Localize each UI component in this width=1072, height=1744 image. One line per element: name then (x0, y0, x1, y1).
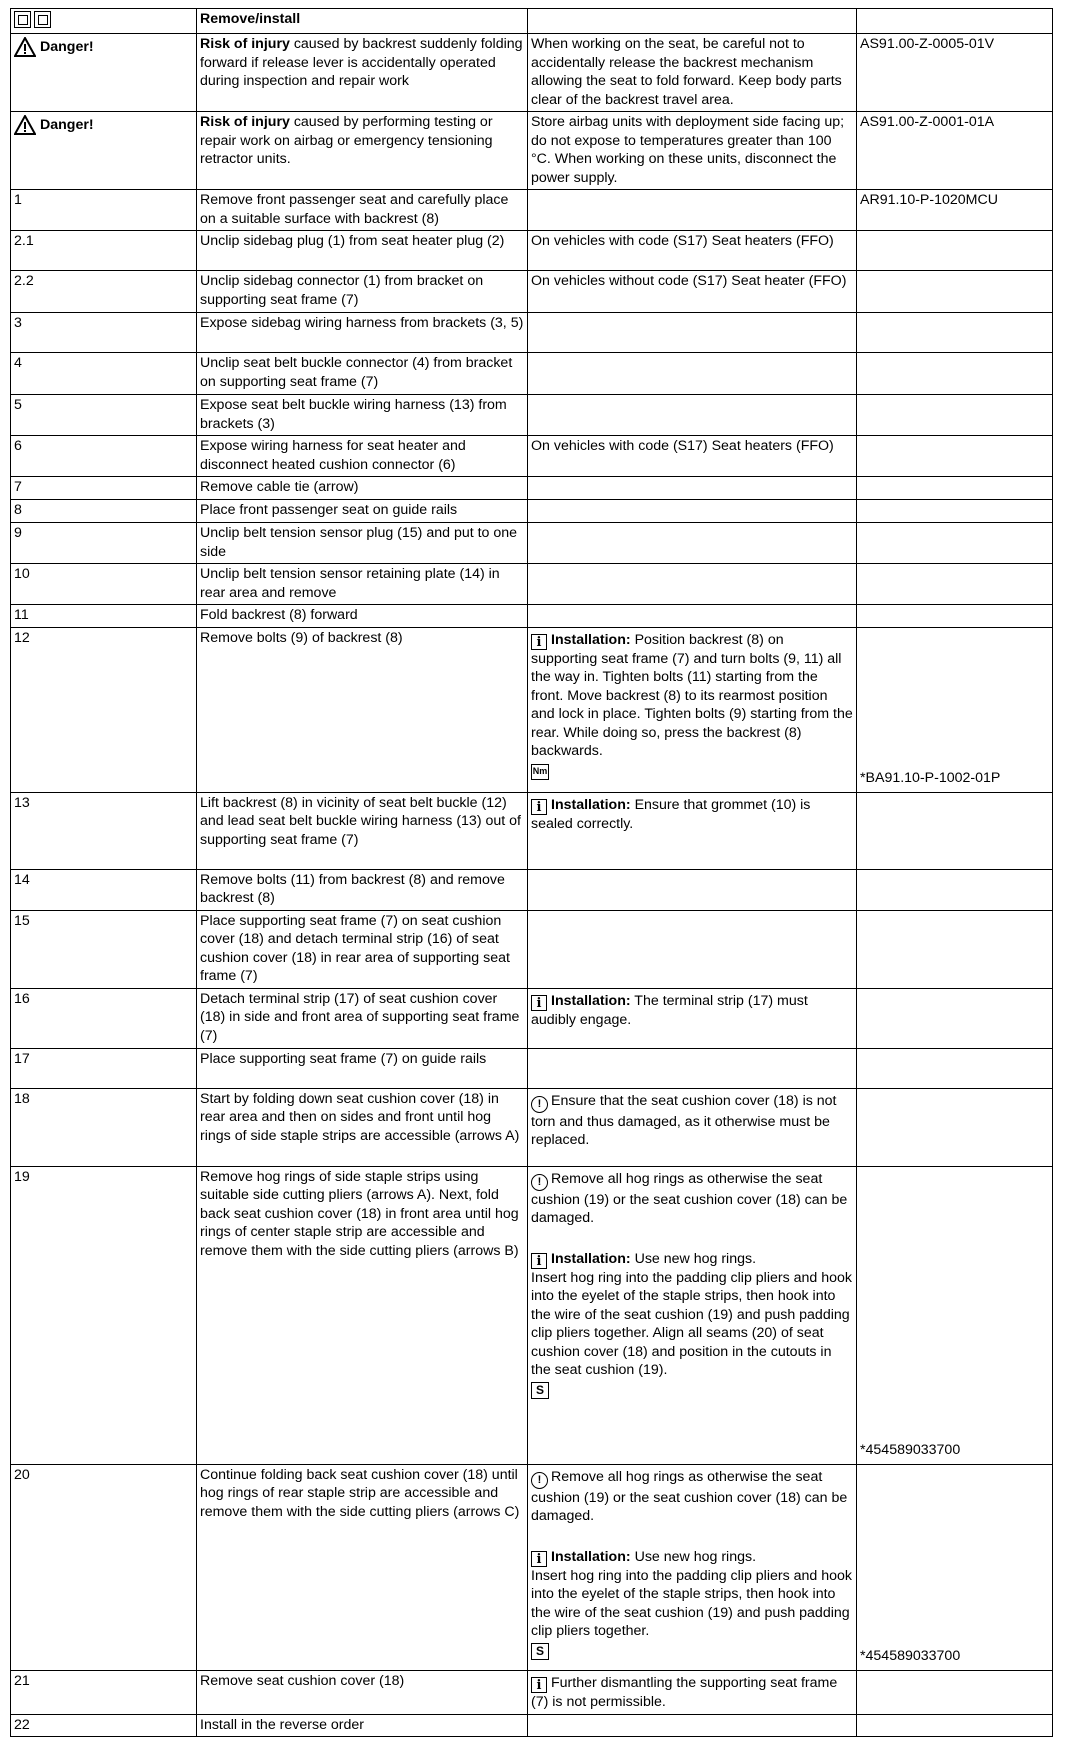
step-row (11, 564, 1053, 605)
step-row (11, 190, 1053, 231)
step-reference (857, 477, 1053, 500)
header-row (11, 9, 1053, 34)
step-text: Lift backrest (8) in vicinity of seat belt buckle (12) and lead seat belt buckle wiring harness (13) out of supporting seat frame (7) (197, 792, 528, 869)
step-note: i Installation: Position backrest (8) on supporting seat frame (7) and turn bolts (9, 11) all the way in. Tighten bolts (11) starting from the front. Move backrest (8) to its rearmost position and lock in place. Tighten bolts (9) starting from the rear. While doing so, press the backrest (8) backwards. Nm (528, 627, 857, 792)
info-icon: i (531, 1677, 547, 1693)
step-reference (857, 231, 1053, 271)
step-row (11, 395, 1053, 436)
step-note (528, 605, 857, 628)
step-text: Fold backrest (8) forward (197, 605, 528, 628)
step-text: Unclip belt tension sensor plug (15) and put to one side (197, 523, 528, 564)
step-row (11, 869, 1053, 910)
step-reference (857, 436, 1053, 477)
step-number: 3 (11, 313, 197, 353)
step-note (528, 564, 857, 605)
danger-label: Danger! (40, 38, 94, 55)
step-note (528, 395, 857, 436)
step-reference (857, 500, 1053, 523)
caution-icon: ! (531, 1174, 548, 1191)
step-text: Remove bolts (11) from backrest (8) and remove backrest (8) (197, 869, 528, 910)
step-number: 21 (11, 1670, 197, 1714)
step-reference (857, 271, 1053, 313)
step-note: ! Remove all hog rings as otherwise the seat cushion (19) or the seat cushion cover (18) can be damaged. i Installation: Use new hog rings. Insert hog ring into the padding clip pliers and hook into the eyelet of the staple strips, then hook into the wire of the seat cushion (19) and push padding clip pliers together. S (528, 1464, 857, 1670)
step-note: i Installation: The terminal strip (17) must audibly engage. (528, 988, 857, 1048)
step-note (528, 500, 857, 523)
step-text: Detach terminal strip (17) of seat cushion cover (18) in side and front area of supporting seat frame (7) (197, 988, 528, 1048)
danger-reference: AS91.00-Z-0001-01A (857, 112, 1053, 190)
step-row (11, 1464, 1053, 1670)
header-title: Remove/install (197, 9, 528, 34)
info-icon: i (531, 799, 547, 815)
step-reference (857, 353, 1053, 395)
step-number: 5 (11, 395, 197, 436)
procedure-document (10, 8, 1052, 1737)
step-row (11, 910, 1053, 988)
danger-row (11, 34, 1053, 112)
step-row (11, 313, 1053, 353)
step-row (11, 500, 1053, 523)
step-text: Place supporting seat frame (7) on guide rails (197, 1048, 528, 1088)
step-text: Remove cable tie (arrow) (197, 477, 528, 500)
step-reference: *BA91.10-P-1002-01P (857, 627, 1053, 792)
step-row (11, 231, 1053, 271)
step-text: Remove hog rings of side staple strips using suitable side cutting pliers (arrows A). Next, fold back seat cushion cover (18) in front area until hog rings of center staple strip are accessible and remove them with the side cutting pliers (arrows B) (197, 1166, 528, 1464)
step-row (11, 1714, 1053, 1737)
step-text: Unclip seat belt buckle connector (4) from bracket on supporting seat frame (7) (197, 353, 528, 395)
caution-icon: ! (531, 1472, 548, 1489)
step-text: Unclip belt tension sensor retaining plate (14) in rear area and remove (197, 564, 528, 605)
step-note: i Further dismantling the supporting seat frame (7) is not permissible. (528, 1670, 857, 1714)
step-note (528, 313, 857, 353)
info-icon: i (531, 634, 547, 650)
step-number: 11 (11, 605, 197, 628)
step-number: 16 (11, 988, 197, 1048)
step-row (11, 353, 1053, 395)
step-row (11, 1166, 1053, 1464)
step-note (528, 523, 857, 564)
step-text: Start by folding down seat cushion cover (18) in rear area and then on sides and front until hog rings of side staple strips are accessible (arrows A) (197, 1088, 528, 1166)
step-row (11, 605, 1053, 628)
caution-icon: ! (531, 1096, 548, 1113)
danger-risk: Risk of injury caused by backrest suddenly folding forward if release lever is accidentally operated during inspection and repair work (197, 34, 528, 112)
step-note: On vehicles with code (S17) Seat heaters (FFO) (528, 436, 857, 477)
step-note: ! Ensure that the seat cushion cover (18) is not torn and thus damaged, as it otherwise must be replaced. (528, 1088, 857, 1166)
step-row (11, 1670, 1053, 1714)
procedure-table (10, 8, 1053, 1737)
step-reference (857, 564, 1053, 605)
info-icon: i (531, 995, 547, 1011)
step-text: Expose wiring harness for seat heater and disconnect heated cushion connector (6) (197, 436, 528, 477)
step-row (11, 271, 1053, 313)
step-row (11, 1088, 1053, 1166)
danger-measure: When working on the seat, be careful not to accidentally release the backrest mechanism allowing the seat to fold forward. Keep body parts clear of the backrest travel area. (528, 34, 857, 112)
danger-row (11, 112, 1053, 190)
step-number: 9 (11, 523, 197, 564)
step-reference (857, 605, 1053, 628)
warning-triangle-icon (14, 37, 36, 57)
step-text: Continue folding back seat cushion cover (18) until hog rings of rear staple strip are accessible and remove them with the side cutting pliers (arrows C) (197, 1464, 528, 1670)
remove-icon (14, 11, 31, 28)
install-icon (34, 11, 51, 28)
step-note (528, 190, 857, 231)
step-row (11, 436, 1053, 477)
step-reference (857, 395, 1053, 436)
step-row (11, 627, 1053, 792)
step-note: ! Remove all hog rings as otherwise the seat cushion (19) or the seat cushion cover (18) can be damaged. i Installation: Use new hog rings. Insert hog ring into the padding clip pliers and hook into the eyelet of the staple strips, then hook into the wire of the seat cushion (19) and push padding clip pliers together. Align all seams (20) of seat cushion cover (18) and position in the cutouts in the seat cushion (19). S (528, 1166, 857, 1464)
step-text: Remove bolts (9) of backrest (8) (197, 627, 528, 792)
step-text: Place supporting seat frame (7) on seat cushion cover (18) and detach terminal strip (16) of seat cushion cover (18) in rear area of supporting seat frame (7) (197, 910, 528, 988)
step-number: 13 (11, 792, 197, 869)
info-icon: i (531, 1551, 547, 1567)
danger-measure: Store airbag units with deployment side facing up; do not expose to temperatures greater than 100 °C. When working on these units, disconnect the power supply. (528, 112, 857, 190)
step-row (11, 792, 1053, 869)
step-number: 7 (11, 477, 197, 500)
torque-icon: Nm (531, 764, 549, 780)
step-text: Remove seat cushion cover (18) (197, 1670, 528, 1714)
step-number: 19 (11, 1166, 197, 1464)
step-reference (857, 523, 1053, 564)
step-text: Install in the reverse order (197, 1714, 528, 1737)
danger-label: Danger! (40, 116, 94, 133)
step-number: 14 (11, 869, 197, 910)
danger-reference: AS91.00-Z-0005-01V (857, 34, 1053, 112)
step-number: 8 (11, 500, 197, 523)
step-text: Unclip sidebag plug (1) from seat heater plug (2) (197, 231, 528, 271)
step-number: 4 (11, 353, 197, 395)
step-note: i Installation: Ensure that grommet (10) is sealed correctly. (528, 792, 857, 869)
step-number: 6 (11, 436, 197, 477)
step-note: On vehicles without code (S17) Seat heater (FFO) (528, 271, 857, 313)
step-row (11, 988, 1053, 1048)
step-reference: *454589033700 (857, 1166, 1053, 1464)
step-note: On vehicles with code (S17) Seat heaters (FFO) (528, 231, 857, 271)
step-number: 12 (11, 627, 197, 792)
danger-risk: Risk of injury caused by performing testing or repair work on airbag or emergency tensioning retractor units. (197, 112, 528, 190)
step-note (528, 353, 857, 395)
info-icon: i (531, 1253, 547, 1269)
step-text: Expose sidebag wiring harness from brackets (3, 5) (197, 313, 528, 353)
step-number: 17 (11, 1048, 197, 1088)
special-tool-icon: S (531, 1382, 549, 1399)
step-reference: AR91.10-P-1020MCU (857, 190, 1053, 231)
step-row (11, 1048, 1053, 1088)
step-text: Remove front passenger seat and carefully place on a suitable surface with backrest (8) (197, 190, 528, 231)
step-number: 2.2 (11, 271, 197, 313)
step-reference: *454589033700 (857, 1464, 1053, 1670)
step-text: Expose seat belt buckle wiring harness (13) from brackets (3) (197, 395, 528, 436)
step-row (11, 523, 1053, 564)
warning-triangle-icon (14, 115, 36, 135)
step-number: 2.1 (11, 231, 197, 271)
step-note (528, 477, 857, 500)
step-number: 22 (11, 1714, 197, 1737)
step-number: 1 (11, 190, 197, 231)
step-row (11, 477, 1053, 500)
special-tool-icon: S (531, 1643, 549, 1660)
step-number: 10 (11, 564, 197, 605)
step-reference (857, 313, 1053, 353)
step-number: 15 (11, 910, 197, 988)
step-text: Place front passenger seat on guide rails (197, 500, 528, 523)
step-number: 18 (11, 1088, 197, 1166)
step-number: 20 (11, 1464, 197, 1670)
step-text: Unclip sidebag connector (1) from bracket on supporting seat frame (7) (197, 271, 528, 313)
